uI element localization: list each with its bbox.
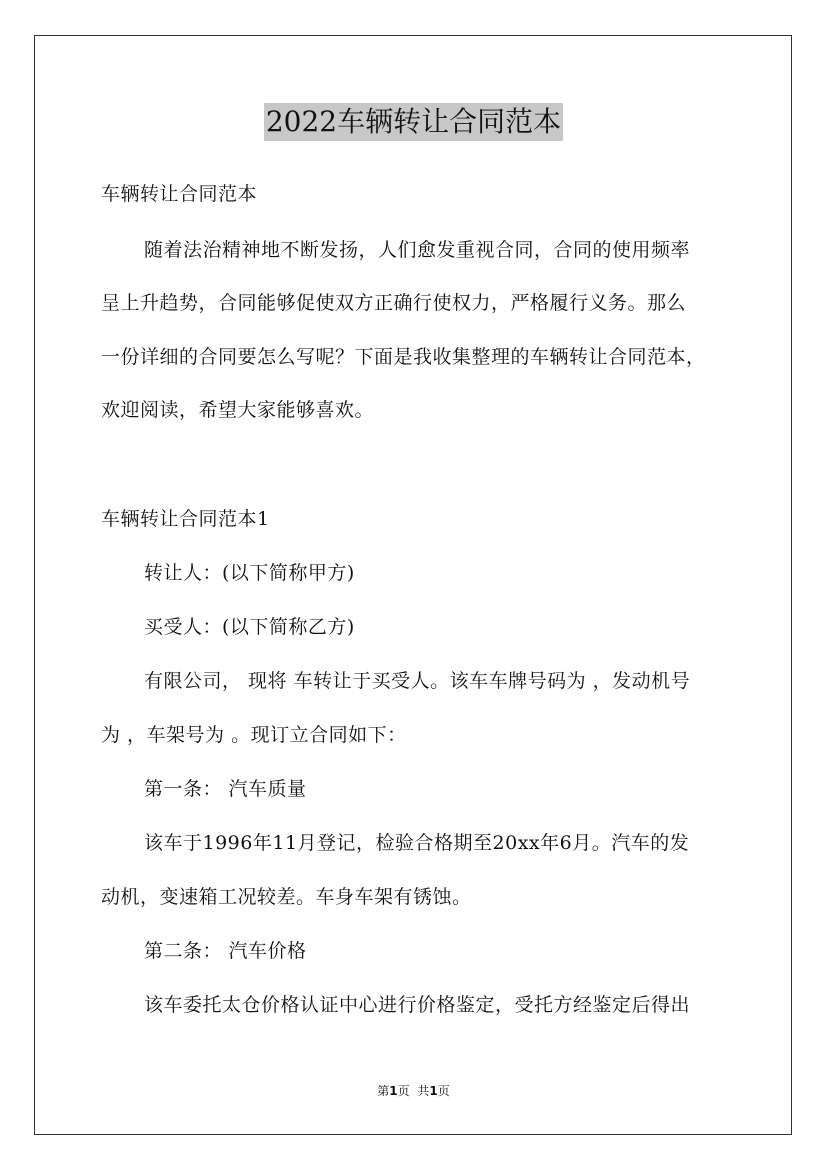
page-footer <box>0 1083 827 1099</box>
paragraph-line: 转让人：(以下简称甲方) <box>144 562 355 584</box>
footer-total-number: 1 <box>429 1084 438 1098</box>
footer-total-prefix: 共 <box>417 1084 430 1098</box>
paragraph-line: 随着法治精神地不断发扬，人们愈发重视合同，合同的使用频率 <box>144 239 691 261</box>
footer-page-number: 1 <box>389 1084 398 1098</box>
clause-heading: 第二条： 汽车价格 <box>144 940 307 962</box>
footer-page-suffix: 页 <box>397 1084 410 1098</box>
section-heading: 车辆转让合同范本1 <box>101 508 270 530</box>
paragraph-line: 该车委托太仓价格认证中心进行价格鉴定，受托方经鉴定后得出 <box>144 994 691 1016</box>
section-heading: 车辆转让合同范本 <box>101 183 258 205</box>
footer-total-suffix: 页 <box>437 1084 450 1098</box>
paragraph-line: 呈上升趋势，合同能够促使双方正确行使权力，严格履行义务。那么 <box>101 292 687 314</box>
paragraph-line: 该车于1996年11月登记，检验合格期至20xx年6月。汽车的发 <box>144 832 690 854</box>
paragraph-line: 买受人：(以下简称乙方) <box>144 616 355 638</box>
paragraph-line: 欢迎阅读，希望大家能够喜欢。 <box>101 399 375 421</box>
paragraph-line: 一份详细的合同要怎么写呢？下面是我收集整理的车辆转让合同范本， <box>101 346 706 368</box>
clause-heading: 第一条： 汽车质量 <box>144 778 307 800</box>
paragraph-line: 动机，变速箱工况较差。车身车架有锈蚀。 <box>101 886 472 908</box>
title-container <box>0 103 827 141</box>
footer-page-prefix: 第 <box>377 1084 390 1098</box>
paragraph-line: 有限公司， 现将 车转让于买受人。该车车牌号码为 ，发动机号 <box>144 670 691 692</box>
paragraph-line: 为 ，车架号为 。现订立合同如下： <box>101 724 407 746</box>
document-title: 2022车辆转让合同范本 <box>264 103 563 141</box>
